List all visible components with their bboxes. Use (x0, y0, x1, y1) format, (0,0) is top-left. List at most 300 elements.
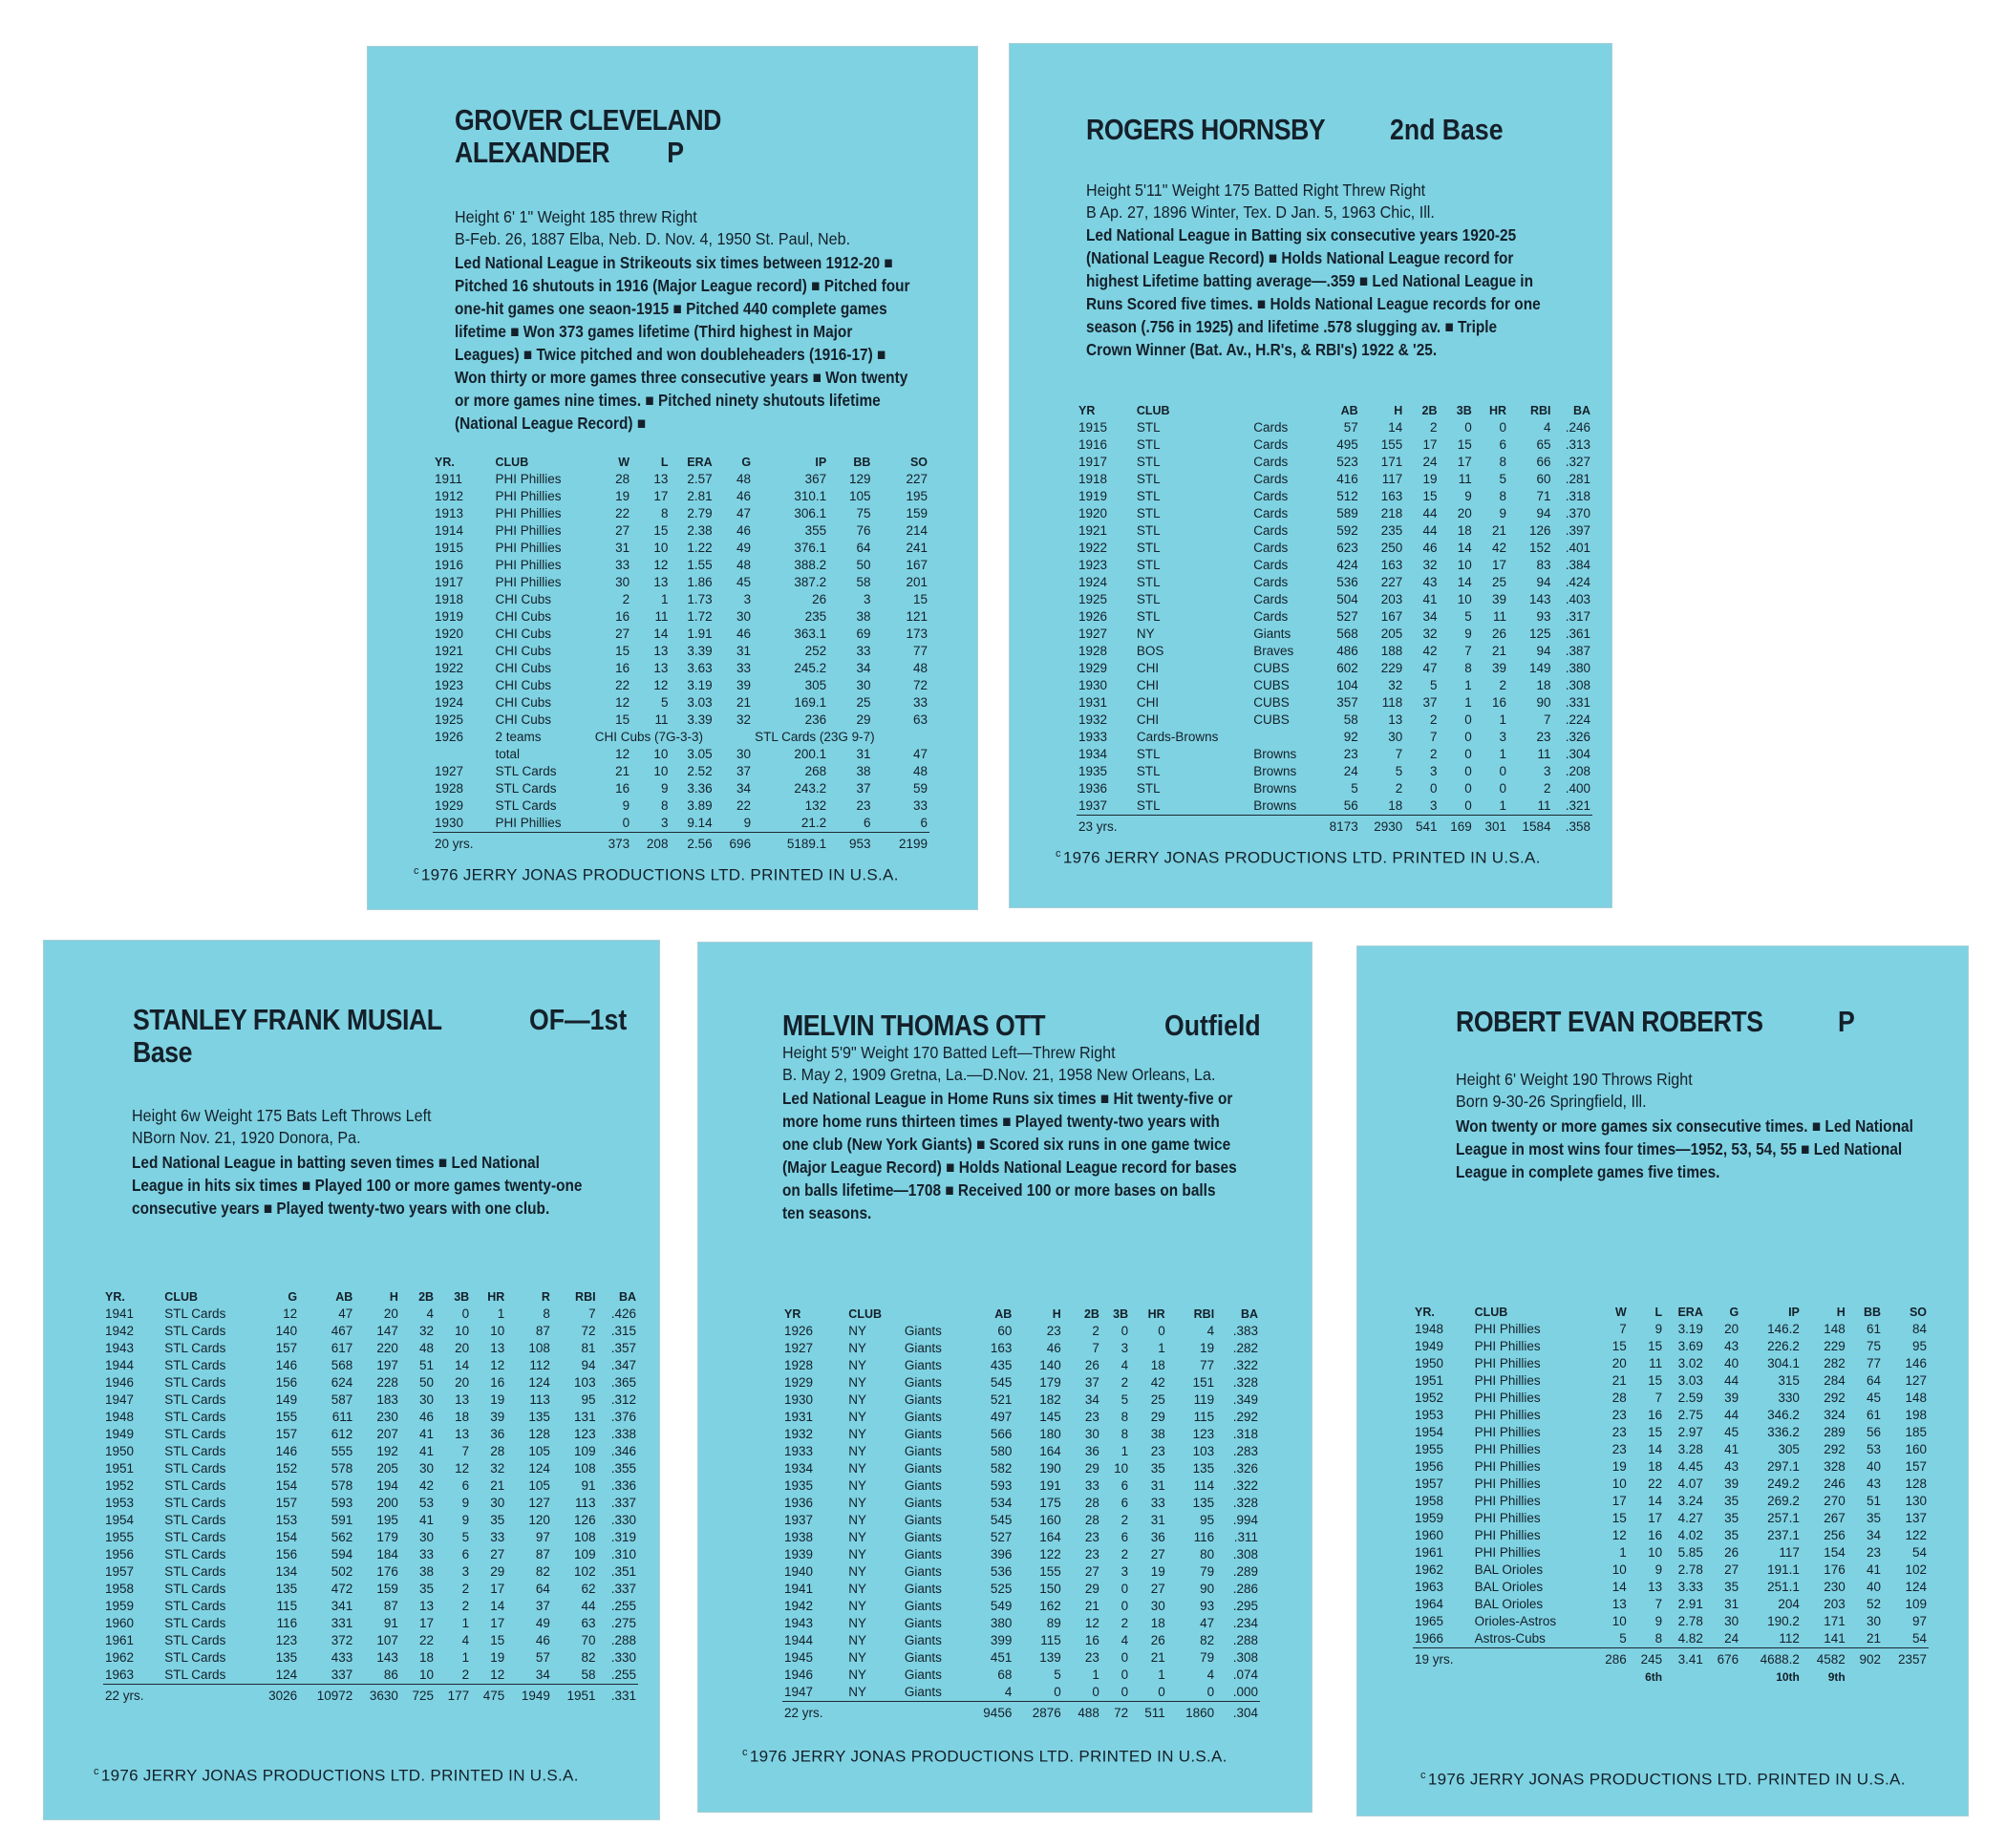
table-cell: 2199 (872, 833, 929, 854)
table-cell: 19 (490, 1392, 505, 1407)
table-cell: 57 (535, 1650, 550, 1665)
table-cell: 35 (1724, 1494, 1739, 1508)
table-cell: 47 (338, 1306, 353, 1321)
table-cell: 14 (1457, 541, 1472, 555)
table-cell: 41 (419, 1444, 435, 1458)
table-cell: 33 (912, 695, 928, 710)
player-bio: Height 6' 1" Weight 185 threw Right B-Feb. 26, 1887 Elba, Neb. D. Nov. 4, 1950 St. Paul, Neb. (455, 207, 851, 248)
table-cell: 54 (1911, 1545, 1927, 1560)
table-cell: 52 (1867, 1597, 1882, 1611)
table-cell: PHI Phillies (495, 558, 562, 572)
table-cell: 4 (1004, 1685, 1013, 1699)
table-cell: 46 (1422, 541, 1438, 555)
table-cell: CUBS (1253, 678, 1290, 692)
table-cell: 124 (528, 1461, 550, 1476)
table-cell: 15 (1648, 1339, 1663, 1353)
table-cell: 0 (622, 816, 630, 830)
table-cell: 146 (275, 1444, 298, 1458)
table-cell: 86 (383, 1667, 398, 1682)
table-cell: 1926 (435, 730, 464, 744)
table-cell: Giants (904, 1324, 942, 1338)
table-cell: 35 (490, 1513, 505, 1527)
table-cell: 26 (812, 592, 827, 606)
table-cell: 521 (990, 1392, 1013, 1407)
table-cell: 117 (1381, 472, 1403, 486)
table-cell: 105 (528, 1444, 550, 1458)
table-cell: 8173 (1315, 816, 1360, 837)
table-cell: .318 (1565, 489, 1590, 503)
table-cell: 3.89 (687, 798, 713, 813)
table-cell: NY (848, 1513, 867, 1527)
table-cell (162, 1685, 253, 1706)
table-cell: .330 (610, 1650, 636, 1665)
table-cell: 24 (1343, 764, 1358, 778)
table-cell: 1925 (1078, 592, 1108, 606)
table-cell: 5 (1351, 781, 1358, 796)
table-cell: 2 (1544, 781, 1551, 796)
table-cell: 23 (1611, 1408, 1627, 1422)
table-cell: .315 (610, 1324, 636, 1338)
table-cell: 46 (736, 523, 752, 538)
table-cell: 93 (1536, 609, 1551, 624)
table-cell: STL Cards (164, 1667, 226, 1682)
table-cell: 190 (1039, 1461, 1061, 1476)
table-cell: 1960 (105, 1616, 135, 1630)
table-cell: 72 (1101, 1702, 1130, 1723)
table-cell: 200 (376, 1496, 398, 1510)
table-cell: 1960 (1415, 1528, 1444, 1542)
table-cell: 1915 (1078, 420, 1108, 435)
table-cell: NY (848, 1427, 867, 1441)
table-cell: 17 (1422, 437, 1438, 452)
table-cell: 108 (528, 1341, 550, 1355)
table-cell: 12 (1611, 1528, 1627, 1542)
table-row (433, 712, 929, 729)
table-cell: STL (1136, 437, 1161, 452)
table-cell: 11 (1492, 609, 1506, 624)
table-row (103, 1495, 638, 1512)
table-cell: 105 (528, 1478, 550, 1493)
table-cell: 21 (490, 1478, 505, 1493)
table-cell: Giants (904, 1392, 942, 1407)
table-cell: 1947 (105, 1392, 135, 1407)
table-cell: 1955 (105, 1530, 135, 1544)
table-cell: 122 (1039, 1547, 1061, 1561)
table-cell: 38 (856, 764, 871, 778)
table-cell: .308 (1232, 1547, 1258, 1561)
table-cell: 32 (419, 1324, 435, 1338)
table-cell: .288 (1232, 1633, 1258, 1647)
table-cell: 190.2 (1767, 1614, 1800, 1628)
table-cell: 0 (1206, 1685, 1215, 1699)
table-cell: Cards (1253, 575, 1289, 589)
totals-row (1413, 1648, 1929, 1669)
table-cell: 9 (1654, 1322, 1663, 1336)
table-cell: 23 (1343, 747, 1358, 761)
table-cell: 245 (1629, 1648, 1664, 1669)
table-cell: 91 (581, 1478, 596, 1493)
table-cell: STL (1136, 798, 1161, 813)
table-row (103, 1632, 638, 1649)
table-cell: 7 (1395, 747, 1403, 761)
table-cell: 154 (275, 1530, 298, 1544)
table-cell: 123 (574, 1427, 596, 1441)
table-cell: 19 yrs. (1413, 1648, 1473, 1669)
table-cell: 35 (1724, 1511, 1739, 1525)
player-position: Outfield (1164, 1009, 1261, 1042)
table-cell: 128 (528, 1427, 550, 1441)
table-cell: 416 (1336, 472, 1358, 486)
table-cell: Cards (1253, 455, 1289, 469)
table-cell: .322 (1232, 1478, 1258, 1493)
stats-table: YR. CLUB G AB H 2B 3B HR R RBI BA 1941 STL Cards 12 47 20 4 0 1 8 7 .426 1942 STL Cards 140 467 147 32 10 10 87 72 .315 1943 STL Cards 157 617 220 48 20 13 108 81 .357 1944 STL Cards 146 568 197 51 14 12 112 94 .347 1946 STL Cards 156 624 228 50 20 16 124 103 .365 1947 STL Cards 149 587 183 30 13 19 113 95 .312 1948 STL Cards 155 611 230 46 18 39 135 131 .376 1949 STL Cards 157 612 207 41 13 36 128 123 .338 1950 STL Cards 146 555 192 41 7 28 105 109 .346 1951 STL Cards 152 578 205 30 12 32 124 108 .355 1952 STL Cards 154 578 194 42 6 21 105 91 .336 1953 STL Cards 157 593 200 53 9 30 127 113 .337 1954 STL Cards 153 591 195 41 9 35 120 126 .330 1955 STL Cards 154 562 179 30 5 33 97 108 .319 1956 STL Cards 156 594 184 33 6 27 87 109 .310 1957 STL Cards 134 502 176 38 3 29 82 102 .351 1958 STL Cards 135 472 159 35 2 17 64 62 .337 1959 STL Cards 115 341 87 13 2 14 37 44 .255 1960 STL Cards 116 331 91 17 1 17 49 63 .275 1961 STL Cards 123 372 107 22 4 15 46 70 .288 1962 STL Cards 135 433 143 18 1 19 57 82 .330 1963 STL Cards 124 337 86 10 2 12 34 58 .255 22 yrs. 3026 10972 3630 725 177 475 1949 1951 .331 (105, 1290, 636, 1703)
table-cell: 160 (1905, 1442, 1927, 1456)
table-cell: 113 (575, 1496, 596, 1510)
table-cell: STL Cards (164, 1324, 226, 1338)
table-cell: 0 (1429, 781, 1438, 796)
table-cell: 246 (1824, 1476, 1846, 1491)
table-cell: STL Cards (164, 1633, 226, 1647)
table-cell: 192 (376, 1444, 398, 1458)
table-cell: 167 (906, 558, 928, 572)
table-cell: 2 (461, 1582, 470, 1596)
table-cell: 109 (574, 1547, 596, 1561)
table-cell: 89 (1046, 1616, 1061, 1630)
table-cell: PHI Phillies (1474, 1391, 1541, 1405)
table-cell: NY (848, 1547, 867, 1561)
table-cell: 130 (1905, 1494, 1927, 1508)
table-row (782, 1598, 1260, 1615)
table-cell: STL (1136, 420, 1161, 435)
table-cell: 123 (275, 1633, 298, 1647)
totals-row (782, 1702, 1260, 1723)
table-cell: CHI Cubs (495, 678, 552, 692)
table-cell: 228 (376, 1375, 398, 1390)
table-cell: 167 (1380, 609, 1403, 624)
table-cell: 191.1 (1767, 1562, 1800, 1577)
table-cell: 22 (615, 506, 630, 520)
card-hornsby (1010, 44, 1611, 907)
table-cell: Giants (904, 1564, 942, 1579)
table-row (1413, 1579, 1929, 1596)
table-cell: 112 (529, 1358, 550, 1372)
table-cell: 102 (574, 1564, 596, 1579)
table-cell: 37 (856, 781, 871, 796)
table-cell: 17 (1648, 1511, 1663, 1525)
table-cell: 1941 (105, 1306, 135, 1321)
rank-row (1413, 1668, 1929, 1686)
table-cell: 6 (461, 1547, 470, 1561)
table-cell: 32 (1388, 678, 1403, 692)
table-cell: 135 (1192, 1461, 1215, 1476)
table-cell: 1932 (784, 1427, 814, 1441)
table-cell: 38 (419, 1564, 435, 1579)
table-cell: Cards-Browns (1136, 730, 1219, 744)
table-cell: 257.1 (1767, 1511, 1800, 1525)
table-cell: STL Cards (164, 1444, 226, 1458)
table-cell: 1956 (1415, 1459, 1444, 1474)
table-cell: 1584 (1508, 816, 1553, 837)
table-cell: 135 (528, 1410, 550, 1424)
table-cell: 9 (1499, 506, 1506, 520)
table-cell: 16 (1648, 1528, 1663, 1542)
table-cell: 241 (906, 541, 928, 555)
table-cell: 534 (990, 1496, 1013, 1510)
table-cell: 3.39 (687, 712, 713, 727)
table-cell: BOS (1136, 644, 1164, 658)
table-cell: 32 (1422, 627, 1438, 641)
table-cell: 163 (990, 1341, 1013, 1355)
table-cell: PHI Phillies (1474, 1545, 1541, 1560)
table-row (1413, 1510, 1929, 1527)
player-achievements: Won twenty or more games six consecutive times. ■ Led National League in most wins four times—1952, 53, 54, 55 ■ Led National League in complete games five times. (1456, 1116, 1913, 1181)
table-cell: 25 (1491, 575, 1506, 589)
table-cell: 1916 (435, 558, 464, 572)
table-row (782, 1563, 1260, 1581)
table-row (103, 1667, 638, 1685)
table-cell: 27 (490, 1547, 505, 1561)
totals-row (433, 833, 929, 854)
table-cell: 47 (736, 506, 752, 520)
table-cell: 2 (1429, 420, 1438, 435)
table-cell: .255 (610, 1599, 636, 1613)
table-cell: .208 (1565, 764, 1590, 778)
table-cell: STL (1136, 781, 1161, 796)
table-cell: 3.05 (687, 747, 713, 761)
table-cell: 7 (1654, 1391, 1663, 1405)
table-cell: 3 (461, 1564, 470, 1579)
table-row (1413, 1458, 1929, 1476)
table-row (1413, 1390, 1929, 1407)
table-cell: 31 (736, 644, 752, 658)
table-cell: .321 (1565, 798, 1590, 813)
table-cell: 23 (1084, 1530, 1099, 1544)
table-cell: 1923 (1078, 558, 1108, 572)
table-cell: 214 (906, 523, 928, 538)
table-cell: 68 (997, 1667, 1013, 1682)
player-name: ROGERS HORNSBY (1086, 113, 1326, 146)
table-cell: 41 (419, 1513, 435, 1527)
table-cell: 536 (990, 1564, 1013, 1579)
table-cell: 12 (653, 678, 669, 692)
table-cell: 147 (376, 1324, 398, 1338)
table-cell: .308 (1232, 1650, 1258, 1665)
table-cell: 143 (1529, 592, 1551, 606)
table-row (782, 1374, 1260, 1391)
table-cell: 28 (1084, 1513, 1099, 1527)
table-cell: 589 (1336, 506, 1358, 520)
table-cell: PHI Phillies (495, 816, 562, 830)
table-cell: STL (1136, 747, 1161, 761)
table-cell: NY (848, 1496, 867, 1510)
table-cell: 149 (275, 1392, 298, 1407)
table-cell: 1940 (784, 1564, 814, 1579)
table-row (433, 643, 929, 660)
player-achievements: Led National League in batting seven times ■ Led National League in hits six times ■ Played 100 or more games twenty-one consecutive years ■ Played twenty-two years with one club. (132, 1153, 583, 1218)
table-cell: PHI Phillies (1474, 1339, 1541, 1353)
table-cell: 135 (1192, 1496, 1215, 1510)
table-cell: 1937 (784, 1513, 814, 1527)
table-cell: 164 (1039, 1530, 1061, 1544)
table-cell: 18 (1648, 1459, 1663, 1474)
table-cell: 0 (1499, 420, 1506, 435)
table-cell: .074 (1232, 1667, 1258, 1682)
table-cell: 13 (1388, 712, 1403, 727)
table-cell: 180 (1039, 1427, 1061, 1441)
table-cell: 20 (1611, 1356, 1627, 1370)
table-cell: Giants (904, 1530, 942, 1544)
table-cell: 10972 (299, 1685, 354, 1706)
table-row (1413, 1561, 1929, 1579)
table-cell: 34 (535, 1667, 550, 1682)
table-cell: 511 (1130, 1702, 1167, 1723)
table-cell: Giants (904, 1358, 942, 1372)
table-cell: 953 (828, 833, 872, 854)
table-cell: 151 (1192, 1375, 1215, 1390)
table-cell: 94 (1536, 644, 1551, 658)
table-cell: Cards (1253, 558, 1289, 572)
table-row (1413, 1355, 1929, 1372)
table-cell: NY (848, 1564, 867, 1579)
table-cell: 1949 (506, 1685, 552, 1706)
table-cell: 18 (1150, 1616, 1165, 1630)
table-row (433, 694, 929, 712)
table-cell: 433 (331, 1650, 353, 1665)
table-cell: 13 (455, 1392, 470, 1407)
table-row (433, 488, 929, 505)
table-cell: 1935 (1078, 764, 1108, 778)
table-cell: 1926 (784, 1324, 814, 1338)
table-cell: 1932 (1078, 712, 1108, 727)
table-cell: CHI Cubs (495, 661, 552, 675)
table-cell: 331 (331, 1616, 353, 1630)
table-row (782, 1340, 1260, 1357)
table-cell: .326 (1232, 1461, 1258, 1476)
table-cell: 22 (1648, 1476, 1663, 1491)
table-row (433, 591, 929, 608)
table-cell: PHI Phillies (1474, 1459, 1541, 1474)
table-cell: 77 (912, 644, 928, 658)
table-cell: 153 (275, 1513, 298, 1527)
table-cell: 1921 (1078, 523, 1108, 538)
table-cell: 336.2 (1767, 1425, 1800, 1439)
table-cell: .383 (1232, 1324, 1258, 1338)
table-cell: 8 (660, 506, 669, 520)
table-cell: 27 (1150, 1547, 1165, 1561)
table-cell: 64 (1867, 1373, 1882, 1388)
table-cell: 148 (1905, 1391, 1927, 1405)
table-cell: 156 (275, 1375, 298, 1390)
table-cell: 26 (1724, 1545, 1739, 1560)
table-cell: CUBS (1253, 661, 1290, 675)
table-cell: 1.73 (687, 592, 713, 606)
table-cell: 5 (1054, 1667, 1061, 1682)
table-cell: 10 (653, 541, 669, 555)
table-row (103, 1426, 638, 1443)
table-cell: 15 (1611, 1339, 1627, 1353)
table-cell: 3.63 (687, 661, 713, 675)
table-cell: 63 (581, 1616, 596, 1630)
table-cell: STL Cards (164, 1496, 226, 1510)
table-cell: Cards (1253, 523, 1289, 538)
table-cell: 33 (490, 1530, 505, 1544)
table-cell: 1919 (435, 609, 464, 624)
table-row (1077, 488, 1592, 505)
stats-table: YR CLUB AB H 2B 3B HR RBI BA 1915 STL Cards 57 14 2 0 0 4 .246 1916 STL Cards 495 155 17 15 6 65 .313 1917 STL Cards 523 171 24 17 8 66 .327 1918 STL Cards 416 117 19 11 5 60 .281 1919 STL Cards 512 163 15 9 8 71 .318 1920 STL Cards 589 218 44 20 9 94 .370 1921 STL Cards 592 235 44 18 21 126 .397 1922 STL Cards 623 250 46 14 42 152 .401 1923 STL Cards 424 163 32 10 17 83 .384 1924 STL Cards 536 227 43 14 25 94 .424 1925 STL Cards 504 203 41 10 39 143 .403 1926 STL Cards 527 167 34 5 11 93 .317 1927 NY Giants 568 205 32 9 26 125 .361 1928 BOS Braves 486 188 42 7 21 94 .387 1929 CHI CUBS 602 229 47 8 39 149 .380 1930 CHI CUBS 104 32 5 1 2 18 .308 1931 CHI CUBS 357 118 37 1 16 90 .331 1932 CHI CUBS 58 13 2 0 1 7 .224 1933 Cards-Browns 92 30 7 0 3 23 .326 1934 STL Browns 23 7 2 0 1 11 .304 1935 STL Browns 24 5 3 0 0 3 .208 1936 STL Browns 5 2 0 0 0 2 .400 1937 STL Browns 56 18 3 0 1 11 .321 23 yrs. 8173 2930 541 169 301 1584 .358 (1078, 404, 1590, 834)
table-cell: 424 (1336, 558, 1358, 572)
table-cell: 1934 (784, 1461, 814, 1476)
player-bio: Height 5'9" Weight 170 Batted Left—Threw Right B. May 2, 1909 Gretna, La.—D.Nov. 21, 1958 New Orleans, La. (782, 1043, 1216, 1084)
table-cell: 1963 (105, 1667, 135, 1682)
table-cell: 171 (1380, 455, 1403, 469)
table-cell: 137 (1905, 1511, 1927, 1525)
table-cell: 4 (1120, 1633, 1129, 1647)
table-cell: 30 (490, 1496, 505, 1510)
table-cell: STL Cards (164, 1582, 226, 1596)
table-cell: 39 (1724, 1391, 1739, 1405)
table-row (782, 1632, 1260, 1649)
table-cell: 27 (1724, 1562, 1739, 1577)
table-row (1077, 522, 1592, 540)
table-cell: 15 (1457, 437, 1472, 452)
table-cell: 13 (419, 1599, 435, 1613)
table-cell: NY (848, 1633, 867, 1647)
table-cell: 40 (1724, 1356, 1739, 1370)
table-cell: 2930 (1360, 816, 1405, 837)
table-cell: 1934 (1078, 747, 1108, 761)
table-cell: 541 (1404, 816, 1439, 837)
table-cell: 23 (1867, 1545, 1882, 1560)
table-cell: 4 (1544, 420, 1551, 435)
table-cell: STL Cards (164, 1427, 226, 1441)
table-cell: 200.1 (794, 747, 827, 761)
table-cell: 117 (1779, 1545, 1800, 1560)
table-cell: 164 (1039, 1444, 1061, 1458)
table-cell: 1 (1092, 1667, 1099, 1682)
table-cell: 14 (1611, 1580, 1627, 1594)
table-cell: STL Cards (164, 1461, 226, 1476)
table-cell: BAL Orioles (1474, 1597, 1544, 1611)
table-cell: .313 (1565, 437, 1590, 452)
table-cell: 27 (615, 627, 630, 641)
table-cell: 1917 (1078, 455, 1108, 469)
table-cell: 18 (1536, 678, 1551, 692)
table-cell: 97 (1911, 1614, 1927, 1628)
table-cell: 176 (376, 1564, 398, 1579)
table-cell: 235 (1380, 523, 1403, 538)
table-cell: 9 (622, 798, 630, 813)
table-cell: 135 (275, 1582, 298, 1596)
table-cell: 18 (1150, 1358, 1165, 1372)
table-cell: 56 (1867, 1425, 1882, 1439)
table-cell: 2.78 (1677, 1614, 1703, 1628)
table-cell: 28 (1084, 1496, 1099, 1510)
table-cell: 4 (1206, 1667, 1215, 1682)
table-cell: 8 (1499, 489, 1506, 503)
table-cell: Giants (904, 1427, 942, 1441)
table-cell: Astros-Cubs (1474, 1631, 1546, 1646)
table-cell: 1860 (1167, 1702, 1216, 1723)
table-cell: 51 (419, 1358, 435, 1372)
table-cell: 9 (660, 781, 669, 796)
table-row (782, 1443, 1260, 1460)
table-cell: 43 (1867, 1476, 1882, 1491)
table-cell: 0 (1499, 781, 1506, 796)
table-row (1077, 746, 1592, 763)
table-cell: 82 (1200, 1633, 1215, 1647)
table-cell: .365 (610, 1375, 636, 1390)
table-cell: STL Cards (164, 1306, 226, 1321)
